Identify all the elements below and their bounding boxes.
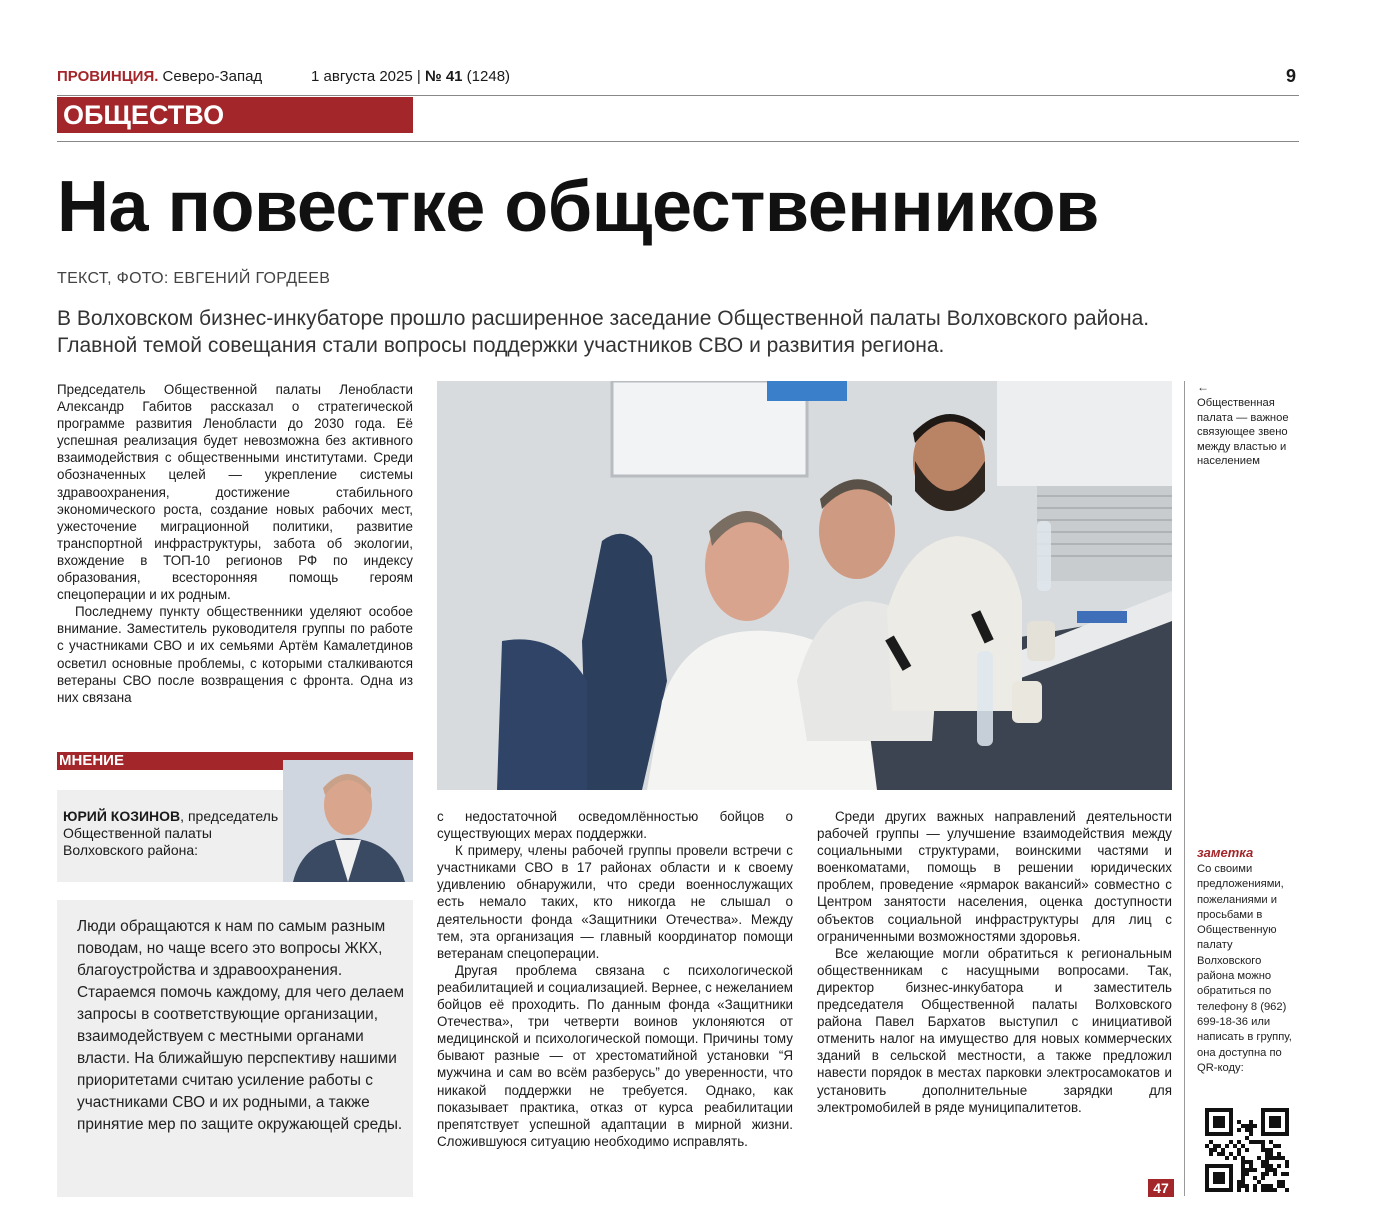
opinion-author-title: , председатель Общественной палаты Волховского района:: [63, 808, 279, 858]
paragraph: Все желающие могли обратиться к региональным общественникам с насущными вопросами. Так, директор бизнес-инкубатора и заместитель председателя Общественной палаты Волховского района Павел Бархатов выступил с инициативой отменить налог на имущество для новых коммерческих зданий в сельской местности, а также предложил навести порядок в местах парковки электросамокатов и установить дополнительные зарядки для электромобилей в ряде муниципалитетов.: [817, 945, 1172, 1115]
opinion-label: МНЕНИЕ: [57, 752, 413, 770]
opinion-author-portrait: [283, 760, 413, 882]
section-label: ОБЩЕСТВО: [57, 97, 413, 133]
qr-code-graphic: [1205, 1108, 1289, 1192]
article-column-3: [817, 808, 1172, 1116]
paragraph: К примеру, члены рабочей группы провели встречи с участниками СВО в 17 районах области и к своему удивлению обнаружили, что среди военнослужащих есть немало таких, кто никогда не слышал о деятельности фонда «Защитники Отечества». Между тем, эта организация — главный координатор помощи ветеранам спецоперации.: [437, 843, 793, 961]
meeting-photo-illustration: [437, 381, 1172, 790]
article-lead: В Волховском бизнес-инкубаторе прошло расширенное заседание Общественной палаты Волховского района. Главной темой совещания стали вопросы поддержки участников СВО и развития региона.: [57, 307, 1150, 357]
opinion-quote: Люди обращаются к нам по самым разным поводам, но чаще всего это вопросы ЖКХ, благоустройства и здравоохранения. Стараемся помочь каждому, для чего делаем запросы в соответствующие организации, взаимодействуем с местными органами власти. На ближайшую перспективу нашими приоритетами считаю усиление работы с участниками СВО и их родными, а также принятие мер по защите окружающей среды.: [77, 918, 405, 1133]
article-column-2: [437, 808, 793, 1150]
note-text: Со своими предложениями, пожеланиями и просьбами в Общественную палату Волховского района можно обратиться по телефону 8 (962) 699-18-36 или написать в группу, она доступна по QR-коду:: [1197, 863, 1292, 1074]
portrait-illustration: [283, 760, 413, 882]
article-byline: ТЕКСТ, ФОТО: ЕВГЕНИЙ ГОРДЕЕВ: [57, 270, 331, 287]
opinion-author-name: ЮРИЙ КОЗИНОВ: [63, 808, 181, 824]
opinion-author: [63, 808, 293, 859]
page-number: 9: [1286, 66, 1297, 86]
paragraph: Среди других важных направлений деятельности рабочей группы — улучшение взаимодействия между социальными структурами, воинскими частями и военкоматами, помощь в решении юридических проблем, проведение «ярмарок вакансий» совместно с Центром занятости населения, оценка доступности объектов социальной инфраструктуры для лиц с ограниченными возможностями здоровья.: [817, 809, 1172, 944]
paragraph: Другая проблема связана с психологической реабилитацией и социализацией. Вернее, с нежеланием бойцов её проходить. По данным фонда «Защитники Отечества», три четверти воинов уклоняются от медицинской и психологической помощи. Причины тому бывают разные — от хрестоматийной установки “Я мужчина и сам во всём разберусь” до уверенности, что никакой поддержки не требуется. Однако, как показывает практика, отказ от курса реабилитации препятствует успешной адаптации в мирной жизни. Сложившуюся ситуацию необходимо исправлять.: [437, 962, 793, 1149]
masthead: [57, 68, 262, 85]
issue-info: [311, 68, 510, 85]
paragraph: с недостаточной осведомлённостью бойцов о существующих мерах поддержки.: [437, 809, 793, 842]
article-headline: На повестке общественников: [57, 167, 1099, 247]
qr-code-icon[interactable]: [1205, 1108, 1289, 1192]
sidebar-divider: [1184, 381, 1185, 1196]
paragraph: Председатель Общественной палаты Ленобласти Александр Габитов рассказал о стратегической программе развития Ленобласти до 2030 года. Её успешная реализация будет невозможна без активного взаимодействия с общественными институтами. Среди обозначенных целей — укрепление системы здравоохранения, достижение стабильного экономического роста, создание новых рабочих мест, ужесточение миграционной политики, развитие транспортной инфраструктуры, забота об экологии, вхождение в ТОП-10 регионов РФ по индексу образования, всесторонняя помощь героям спецоперации и их родным.: [57, 382, 413, 603]
issue-date: 1 августа 2025 |: [311, 68, 425, 85]
photo-caption: Общественная палата — важное связующее звено между властью и населением: [1197, 397, 1289, 468]
region-name: Северо-Запад: [158, 68, 263, 85]
brand-name: ПРОВИНЦИЯ.: [57, 68, 159, 85]
header-divider: [57, 95, 1299, 96]
caption-arrow-icon: ←: [1197, 380, 1209, 394]
page-badge: 47: [1148, 1179, 1174, 1197]
paragraph: Последнему пункту общественники уделяют особое внимание. Заместитель руководителя группы по работе с участниками СВО и их семьями Артём Камалетдинов осветил основные проблемы, с которыми сталкиваются ветераны СВО после возвращения с фронта. Одна из них связана: [57, 604, 413, 705]
issue-number: № 41: [424, 68, 463, 85]
article-photo: [437, 381, 1172, 790]
section-divider: [57, 141, 1299, 142]
article-column-1: [57, 381, 413, 706]
issue-total: (1248): [462, 68, 511, 85]
note-label: заметка: [1197, 845, 1254, 860]
